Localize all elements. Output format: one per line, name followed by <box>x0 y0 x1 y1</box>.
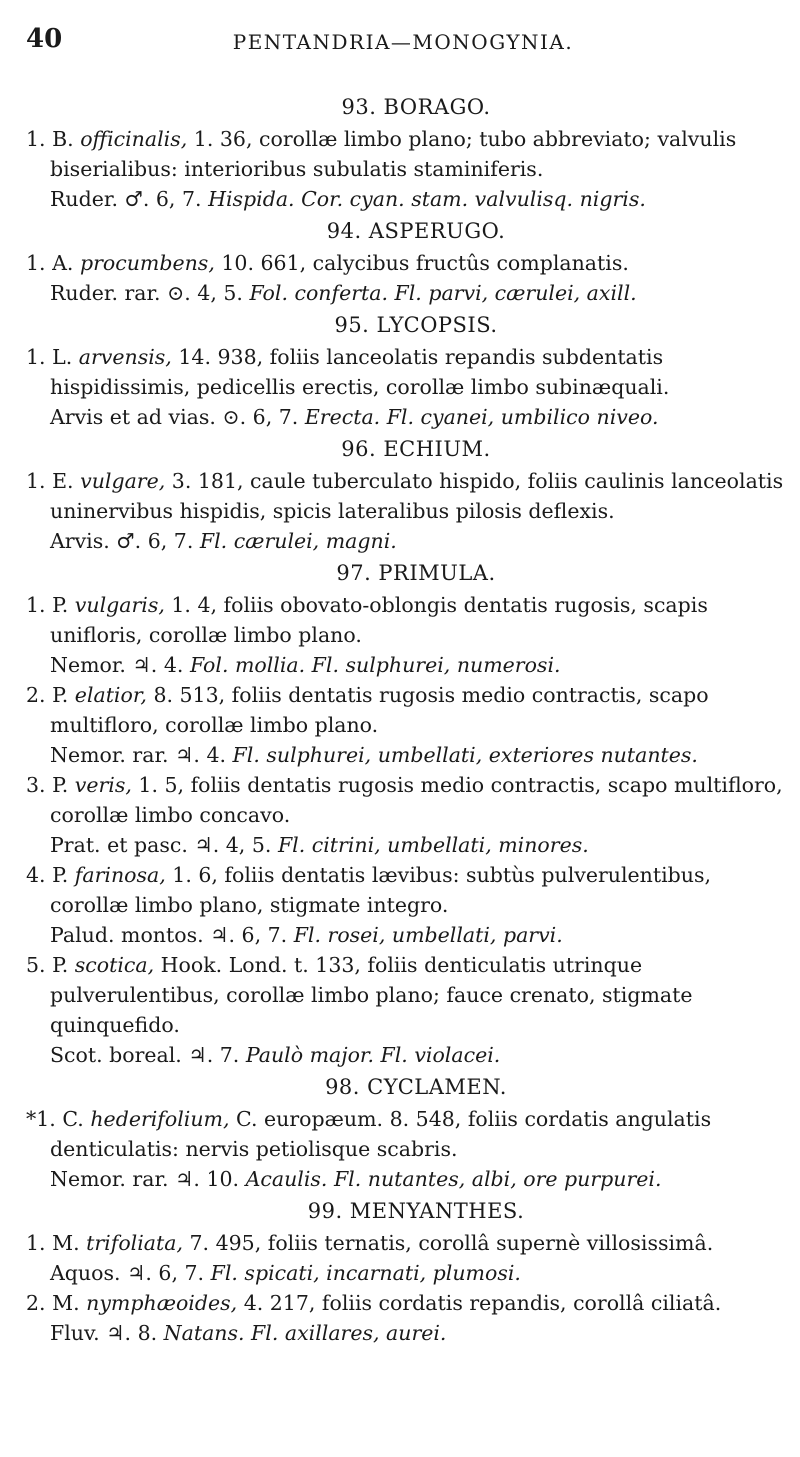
genus-section <box>26 214 786 308</box>
genus-abbreviation: P. <box>52 773 69 797</box>
running-title: PENTANDRIA—MONOGYNIA. <box>232 30 574 54</box>
species-notes: Fl. cærulei, magni. <box>199 529 397 553</box>
species-epithet: arvensis, <box>78 345 172 369</box>
habitat-meta: Scot. boreal. ♃. 7. <box>50 1043 240 1067</box>
species-epithet: farinosa, <box>74 863 166 887</box>
species-epithet: veris, <box>74 773 132 797</box>
page-header <box>26 18 780 58</box>
species-number: 1. <box>26 1231 46 1255</box>
species-description: 10. 661, calycibus fructûs complanatis. <box>221 251 629 275</box>
species-number: 2. <box>26 1291 46 1315</box>
species-notes: Fol. mollia. Fl. sulphurei, numerosi. <box>189 653 561 677</box>
species-description: 4. 217, foliis cordatis repandis, corollâ ciliatâ. <box>243 1291 722 1315</box>
species-description: 1. 6, foliis dentatis lævibus: subtùs pulverulentibus, corollæ limbo plano, stigmate integro. <box>50 863 712 917</box>
species-description: C. europæum. 8. 548, foliis cordatis angulatis denticulatis: nervis petiolisque scabris. <box>50 1107 712 1161</box>
genus-abbreviation: E. <box>52 469 74 493</box>
genus-abbreviation: A. <box>52 251 74 275</box>
habitat-meta: Aquos. ♃. 6, 7. <box>50 1261 205 1285</box>
species-number: *1. <box>26 1107 56 1131</box>
genus-section <box>26 556 786 1070</box>
genus-heading: 94. ASPERUGO. <box>326 219 506 243</box>
species-description: 7. 495, foliis ternatis, corollâ supernè villosissimâ. <box>189 1231 714 1255</box>
genus-abbreviation: M. <box>52 1231 80 1255</box>
species-number: 5. <box>26 953 46 977</box>
species-notes: Natans. Fl. axillares, aurei. <box>163 1321 447 1345</box>
genus-abbreviation: P. <box>52 953 69 977</box>
species-habitat-line <box>26 278 786 308</box>
genus-heading: 96. ECHIUM. <box>341 437 491 461</box>
species-entry <box>26 950 786 1040</box>
habitat-meta: Nemor. rar. ♃. 4. <box>50 743 227 767</box>
species-notes: Fol. conferta. Fl. parvi, cærulei, axill. <box>249 281 637 305</box>
species-number: 1. <box>26 127 46 151</box>
species-entry <box>26 590 786 650</box>
species-description: 3. 181, caule tuberculato hispido, foliis caulinis lanceolatis uninervibus hispidis, spicis lateralibus pilosis deflexis. <box>50 469 784 523</box>
species-number: 3. <box>26 773 46 797</box>
genus-heading: 99. MENYANTHES. <box>307 1199 525 1223</box>
species-entry <box>26 1104 786 1164</box>
genus-abbreviation: B. <box>52 127 74 151</box>
species-description: Hook. Lond. t. 133, foliis denticulatis utrinque pulverulentibus, corollæ limbo plano; fauce crenato, stigmate quinquefido. <box>50 953 693 1037</box>
species-number: 2. <box>26 683 46 707</box>
species-epithet: procumbens, <box>79 251 215 275</box>
species-entry <box>26 860 786 920</box>
species-habitat-line <box>26 1318 786 1348</box>
species-notes: Fl. rosei, umbellati, parvi. <box>293 923 563 947</box>
species-number: 4. <box>26 863 46 887</box>
species-description: 1. 36, corollæ limbo plano; tubo abbreviato; valvulis biserialibus: interioribus subulatis staminiferis. <box>50 127 737 181</box>
species-number: 1. <box>26 345 46 369</box>
genus-abbreviation: P. <box>52 863 69 887</box>
species-entry <box>26 1288 786 1318</box>
species-habitat-line <box>26 184 786 214</box>
species-notes: Hispida. Cor. cyan. stam. valvulisq. nigris. <box>208 187 646 211</box>
habitat-meta: Nemor. ♃. 4. <box>50 653 184 677</box>
species-description: 14. 938, foliis lanceolatis repandis subdentatis hispidissimis, pedicellis erectis, corollæ limbo subinæquali. <box>50 345 670 399</box>
species-entry <box>26 680 786 740</box>
species-epithet: hederifolium, <box>90 1107 230 1131</box>
genus-list <box>26 90 786 1348</box>
species-notes: Acaulis. Fl. nutantes, albi, ore purpurei. <box>245 1167 662 1191</box>
species-habitat-line <box>26 740 786 770</box>
species-habitat-line <box>26 920 786 950</box>
habitat-meta: Arvis. ♂. 6, 7. <box>50 529 194 553</box>
genus-abbreviation: P. <box>52 683 69 707</box>
species-entry <box>26 248 786 278</box>
species-habitat-line <box>26 1164 786 1194</box>
species-notes: Fl. sulphurei, umbellati, exteriores nutantes. <box>232 743 698 767</box>
species-description: 1. 5, foliis dentatis rugosis medio contractis, scapo multifloro, corollæ limbo concavo. <box>50 773 783 827</box>
species-number: 1. <box>26 251 46 275</box>
habitat-meta: Nemor. rar. ♃. 10. <box>50 1167 240 1191</box>
habitat-meta: Prat. et pasc. ♃. 4, 5. <box>50 833 272 857</box>
species-epithet: officinalis, <box>80 127 188 151</box>
genus-abbreviation: M. <box>52 1291 80 1315</box>
species-number: 1. <box>26 593 46 617</box>
species-entry <box>26 466 786 526</box>
species-notes: Paulò major. Fl. violacei. <box>245 1043 501 1067</box>
species-epithet: elatior, <box>74 683 147 707</box>
species-entry <box>26 124 786 184</box>
genus-section <box>26 432 786 556</box>
species-entry <box>26 770 786 830</box>
habitat-meta: Arvis et ad vias. ⊙. 6, 7. <box>50 405 299 429</box>
genus-abbreviation: C. <box>62 1107 84 1131</box>
genus-abbreviation: P. <box>52 593 69 617</box>
habitat-meta: Ruder. rar. ⊙. 4, 5. <box>50 281 243 305</box>
genus-heading: 98. CYCLAMEN. <box>325 1075 507 1099</box>
genus-section <box>26 1070 786 1194</box>
species-epithet: vulgaris, <box>74 593 165 617</box>
genus-section <box>26 90 786 214</box>
species-notes: Fl. citrini, umbellati, minores. <box>277 833 589 857</box>
species-entry <box>26 342 786 402</box>
genus-section <box>26 1194 786 1348</box>
species-description: 1. 4, foliis obovato-oblongis dentatis rugosis, scapis unifloris, corollæ limbo plano. <box>50 593 708 647</box>
genus-abbreviation: L. <box>52 345 73 369</box>
species-description: 8. 513, foliis dentatis rugosis medio contractis, scapo multifloro, corollæ limbo plano. <box>50 683 709 737</box>
habitat-meta: Fluv. ♃. 8. <box>50 1321 158 1345</box>
genus-heading: 97. PRIMULA. <box>336 561 496 585</box>
habitat-meta: Palud. montos. ♃. 6, 7. <box>50 923 288 947</box>
genus-heading: 93. BORAGO. <box>341 95 491 119</box>
species-habitat-line <box>26 830 786 860</box>
species-habitat-line <box>26 526 786 556</box>
species-habitat-line <box>26 402 786 432</box>
species-epithet: nymphæoides, <box>86 1291 238 1315</box>
species-epithet: scotica, <box>74 953 155 977</box>
habitat-meta: Ruder. ♂. 6, 7. <box>50 187 202 211</box>
species-epithet: trifoliata, <box>86 1231 183 1255</box>
page-number: 40 <box>26 24 63 54</box>
genus-heading: 95. LYCOPSIS. <box>334 313 498 337</box>
species-epithet: vulgare, <box>80 469 166 493</box>
species-number: 1. <box>26 469 46 493</box>
species-entry <box>26 1228 786 1258</box>
species-notes: Fl. spicati, incarnati, plumosi. <box>210 1261 521 1285</box>
species-habitat-line <box>26 1040 786 1070</box>
species-notes: Erecta. Fl. cyanei, umbilico niveo. <box>304 405 659 429</box>
species-habitat-line <box>26 1258 786 1288</box>
species-habitat-line <box>26 650 786 680</box>
genus-section <box>26 308 786 432</box>
